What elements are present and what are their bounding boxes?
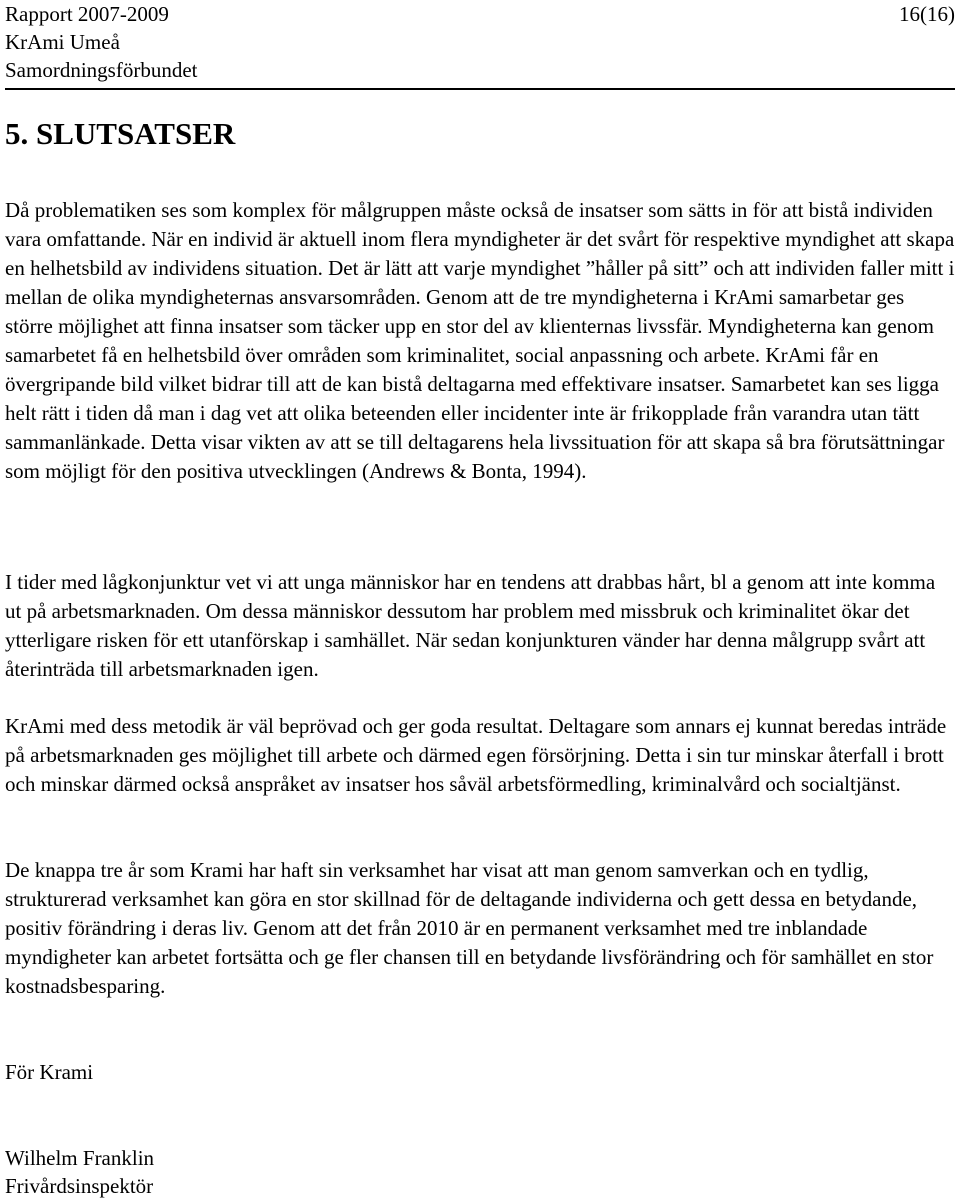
paragraph-2: I tider med lågkonjunktur vet vi att unga människor har en tendens att drabbas hårt, bl a genom att inte komma ut på arbetsmarknaden. Om dessa människor dessutom har problem med missbruk och kriminalitet ökar det ytterligare risken för ett utanförskap i samhället. När sedan konjunkturen vänder har denna målgrupp svårt att återinträda till arbetsmarknaden igen. [5,570,936,681]
page-header [5,0,955,90]
signatory-name: Wilhelm Franklin [5,1146,155,1170]
paragraph-4: De knappa tre år som Krami har haft sin verksamhet har visat att man genom samverkan och en tydlig, strukturerad verksamhet kan göra en stor skillnad för de deltagande individerna och gett dessa en betydande, positiv förändring i deras liv. Genom att det från 2010 är en permanent verksamhet med tre inblandade myndigheter kan arbetet fortsätta och ge fler chansen till en betydande livsförändring och för samhället en stor kostnadsbesparing. [5,858,934,998]
report-title: Rapport 2007-2009 [5,2,169,26]
signatory-title: Frivårdsinspektör [5,1174,154,1198]
organization-body: Samordningsförbundet [5,58,198,82]
organization-name: KrAmi Umeå [5,30,120,54]
section-heading: 5. SLUTSATSER [5,116,236,151]
paragraph-3: KrAmi med dess metodik är väl beprövad och ger goda resultat. Deltagare som annars ej kunnat beredas inträde på arbetsmarknaden ges möjlighet till arbete och därmed egen försörjning. Detta i sin tur minskar återfall i brott och minskar därmed också anspråket av insatser hos såväl arbetsförmedling, kriminalvård och socialtjänst. [5,714,947,796]
page-number: 16(16) [899,2,955,26]
paragraph-1: Då problematiken ses som komplex för målgruppen måste också de insatser som sätts in för att bistå individen vara omfattande. När en individ är aktuell inom flera myndigheter är det svårt för respektive myndighet att skapa en helhetsbild av individens situation. Det är lätt att varje myndighet ”håller på sitt” och att individen faller mitt i mellan de olika myndigheternas ansvarsområden. Genom att de tre myndigheterna i KrAmi samarbetar ges större möjlighet att finna insatser som täcker upp en stor del av klienternas livssfär. Myndigheterna kan genom samarbetet få en helhetsbild över områden som kriminalitet, social anpassning och arbete. KrAmi får en övergripande bild vilket bidrar till att de kan bistå deltagarna med effektivare insatser. Samarbetet kan ses ligga helt rätt i tiden då man i dag vet att olika beteenden eller incidenter inte är frikopplade från varandra utan tätt sammanlänkade. Detta visar vikten av att se till deltagarens hela livssituation för att skapa så bra förutsättningar som möjligt för den positiva utvecklingen (Andrews & Bonta, 1994). [5,198,955,483]
header-divider [5,88,955,90]
signoff-greeting: För Krami [5,1060,94,1084]
